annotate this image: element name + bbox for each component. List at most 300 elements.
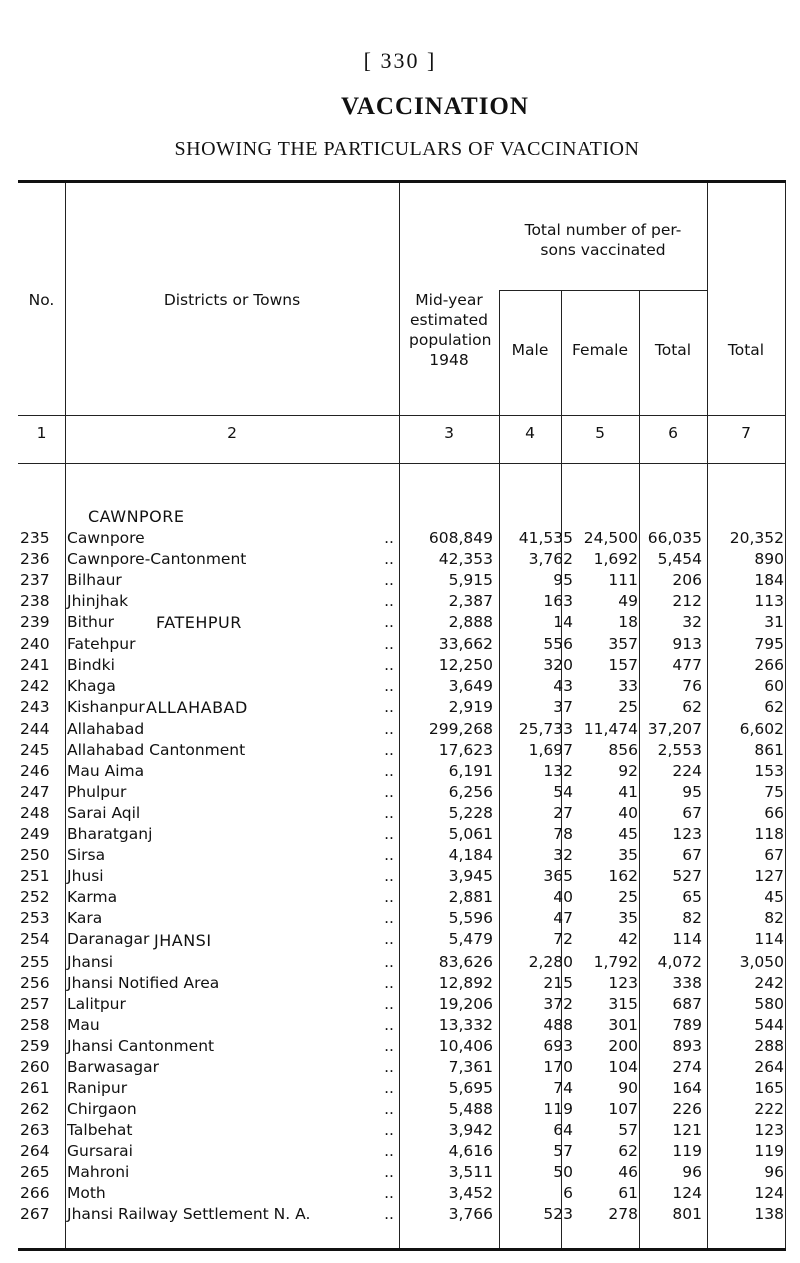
col-number: 1 [36,424,47,442]
cell-total: 65 [682,888,702,906]
cell-name: Cawnpore [67,529,145,547]
cell-name: Phulpur [67,783,127,801]
cell-female: 90 [618,1079,638,1097]
table-row [18,909,786,930]
header-rule [18,463,786,464]
cell-total2: 264 [754,1058,784,1076]
cell-no: 263 [20,1121,50,1139]
cell-name: Talbehat [67,1121,133,1139]
col-number: 5 [595,424,605,442]
cell-pop: 2,888 [448,613,493,631]
cell-total: 164 [672,1079,702,1097]
cell-female: 162 [608,867,638,885]
cell-male: 132 [543,762,573,780]
cell-dots: .. [384,1037,394,1055]
table-row [18,1100,786,1121]
cell-no: 261 [20,1079,50,1097]
cell-dots: .. [384,1142,394,1160]
cell-male: 693 [543,1037,573,1055]
table-row [18,1121,786,1142]
col-number: 2 [227,424,237,442]
cell-name: Jhansi Notified Area [67,974,220,992]
cell-name: Mau Aima [67,762,145,780]
cell-total: 67 [682,846,702,864]
cell-dots: .. [384,953,394,971]
cell-pop: 12,250 [438,656,493,674]
cell-pop: 3,649 [448,677,493,695]
table-row [18,804,786,825]
cell-male: 72 [553,930,573,948]
page-number: [ 330 ] [363,48,437,73]
table-row [18,888,786,909]
cell-pop: 5,228 [448,804,493,822]
cell-female: 357 [608,635,638,653]
cell-name: Kishanpur [67,698,145,716]
cell-total2: 114 [754,930,784,948]
cell-dots: .. [384,867,394,885]
cell-total2: 118 [754,825,784,843]
cell-male: 32 [553,846,573,864]
table-row [18,698,786,719]
table-row [18,1058,786,1079]
cell-no: 256 [20,974,50,992]
page-subtitle: SHOWING THE PARTICULARS OF VACCINATION [174,138,640,160]
header-total-7: Total [727,341,765,359]
cell-name: Sirsa [67,846,106,864]
table-row [18,825,786,846]
cell-female: 25 [618,888,638,906]
cell-dots: .. [384,762,394,780]
cell-total: 224 [672,762,702,780]
cell-female: 41 [618,783,638,801]
page-title: VACCINATION [341,93,529,120]
cell-pop: 6,191 [448,762,493,780]
cell-male: 50 [553,1163,573,1181]
cell-total: 124 [672,1184,702,1202]
cell-name: Bithur [67,613,115,631]
cell-male: 78 [553,825,573,843]
cell-pop: 42,353 [438,550,493,568]
cell-female: 278 [608,1205,638,1223]
cell-pop: 5,915 [448,571,493,589]
cell-total2: 890 [754,550,784,568]
cell-pop: 83,626 [438,953,493,971]
cell-total2: 3,050 [739,953,784,971]
cell-total2: 20,352 [729,529,784,547]
col-number: 6 [668,424,678,442]
cell-total2: 96 [764,1163,784,1181]
cell-total: 123 [672,825,702,843]
cell-dots: .. [384,804,394,822]
cell-pop: 2,919 [448,698,493,716]
cell-pop: 3,511 [448,1163,493,1181]
cell-no: 247 [20,783,50,801]
cell-total: 66,035 [647,529,702,547]
cell-total: 274 [672,1058,702,1076]
cell-pop: 13,332 [438,1016,493,1034]
cell-male: 27 [553,804,573,822]
cell-female: 11,474 [583,720,638,738]
cell-total2: 62 [764,698,784,716]
cell-dots: .. [384,741,394,759]
table-row [18,995,786,1016]
cell-female: 46 [618,1163,638,1181]
cell-pop: 3,942 [448,1121,493,1139]
cell-total2: 266 [754,656,784,674]
cell-total: 801 [672,1205,702,1223]
cell-no: 249 [20,825,50,843]
cell-total: 338 [672,974,702,992]
cell-total: 5,454 [657,550,702,568]
cell-name: Gursarai [67,1142,133,1160]
cell-dots: .. [384,1205,394,1223]
cell-male: 2,280 [528,953,573,971]
cell-name: Daranagar [67,930,150,948]
cell-no: 258 [20,1016,50,1034]
cell-dots: .. [384,995,394,1013]
cell-dots: .. [384,1100,394,1118]
header-female: Female [571,341,629,359]
cell-pop: 10,406 [438,1037,493,1055]
cell-no: 265 [20,1163,50,1181]
cell-total: 206 [672,571,702,589]
cell-female: 157 [608,656,638,674]
cell-total: 96 [682,1163,702,1181]
cell-pop: 5,488 [448,1100,493,1118]
cell-no: 240 [20,635,50,653]
cell-name: Jhansi [67,953,114,971]
col-number: 4 [525,424,535,442]
cell-male: 14 [553,613,573,631]
cell-female: 40 [618,804,638,822]
cell-pop: 2,881 [448,888,493,906]
cell-total: 32 [682,613,702,631]
col-number: 3 [444,424,454,442]
cell-total2: 6,602 [739,720,784,738]
cell-name: Kara [67,909,103,927]
cell-dots: .. [384,825,394,843]
table-row [18,677,786,698]
cell-female: 301 [608,1016,638,1034]
cell-no: 244 [20,720,50,738]
cell-female: 200 [608,1037,638,1055]
cell-dots: .. [384,677,394,695]
cell-dots: .. [384,635,394,653]
cell-male: 170 [543,1058,573,1076]
cell-total: 789 [672,1016,702,1034]
cell-name: Barwasagar [67,1058,159,1076]
cell-name: Jhusi [67,867,104,885]
cell-female: 123 [608,974,638,992]
cell-no: 246 [20,762,50,780]
cell-no: 267 [20,1205,50,1223]
cell-female: 57 [618,1121,638,1139]
table-row [18,1016,786,1037]
cell-male: 365 [543,867,573,885]
header-population: Mid-year estimated population 1948 [409,291,492,369]
cell-dots: .. [384,571,394,589]
cell-dots: .. [384,846,394,864]
table-row [18,783,786,804]
cell-no: 259 [20,1037,50,1055]
cell-name: Jhinjhak [67,592,129,610]
cell-total2: 124 [754,1184,784,1202]
cell-male: 523 [543,1205,573,1223]
table-row [18,741,786,762]
cell-female: 61 [618,1184,638,1202]
cell-male: 95 [553,571,573,589]
cell-no: 238 [20,592,50,610]
cell-total2: 66 [764,804,784,822]
cell-dots: .. [384,1184,394,1202]
cell-no: 245 [20,741,50,759]
cell-female: 25 [618,698,638,716]
table-row [18,592,786,613]
header-no: No. [28,291,55,309]
cell-female: 18 [618,613,638,631]
cell-no: 235 [20,529,50,547]
cell-total: 114 [672,930,702,948]
cell-male: 57 [553,1142,573,1160]
section-heading: CAWNPORE [88,507,185,526]
cell-pop: 6,256 [448,783,493,801]
cell-male: 119 [543,1100,573,1118]
cell-male: 6 [563,1184,573,1202]
cell-male: 163 [543,592,573,610]
cell-total2: 123 [754,1121,784,1139]
table-row [18,846,786,867]
cell-no: 255 [20,953,50,971]
cell-total2: 242 [754,974,784,992]
cell-male: 64 [553,1121,573,1139]
cell-female: 1,792 [593,953,638,971]
table-bottom-rule [18,1248,786,1251]
cell-pop: 12,892 [438,974,493,992]
cell-name: Cawnpore-Cantonment [67,550,247,568]
cell-total: 119 [672,1142,702,1160]
cell-female: 33 [618,677,638,695]
cell-female: 856 [608,741,638,759]
cell-name: Khaga [67,677,116,695]
table-row [18,953,786,974]
cell-no: 250 [20,846,50,864]
cell-name: Mau [67,1016,100,1034]
section-heading: JHANSI [154,931,212,950]
cell-total2: 222 [754,1100,784,1118]
cell-female: 1,692 [593,550,638,568]
cell-total: 95 [682,783,702,801]
cell-total2: 60 [764,677,784,695]
cell-total: 477 [672,656,702,674]
table-row [18,1037,786,1058]
cell-total2: 153 [754,762,784,780]
cell-dots: .. [384,550,394,568]
cell-total2: 138 [754,1205,784,1223]
cell-dots: .. [384,909,394,927]
cell-female: 315 [608,995,638,1013]
cell-no: 242 [20,677,50,695]
cell-female: 104 [608,1058,638,1076]
table-row [18,613,786,634]
cell-male: 320 [543,656,573,674]
cell-male: 41,535 [518,529,573,547]
cell-total: 62 [682,698,702,716]
cell-no: 253 [20,909,50,927]
cell-no: 237 [20,571,50,589]
table-row [18,571,786,592]
table-row [18,720,786,741]
cell-total: 37,207 [647,720,702,738]
cell-female: 49 [618,592,638,610]
cell-no: 254 [20,930,50,948]
cell-total: 121 [672,1121,702,1139]
cell-male: 40 [553,888,573,906]
vaccination-table [18,180,786,1252]
cell-female: 42 [618,930,638,948]
table-row [18,974,786,995]
cell-no: 257 [20,995,50,1013]
cell-dots: .. [384,888,394,906]
cell-no: 264 [20,1142,50,1160]
cell-pop: 17,623 [438,741,493,759]
cell-dots: .. [384,1121,394,1139]
table-row [18,656,786,677]
cell-male: 74 [553,1079,573,1097]
cell-total2: 184 [754,571,784,589]
cell-total: 212 [672,592,702,610]
cell-female: 107 [608,1100,638,1118]
table-row [18,550,786,571]
cell-name: Bharatganj [67,825,153,843]
cell-total: 67 [682,804,702,822]
col-number: 7 [741,424,751,442]
cell-no: 262 [20,1100,50,1118]
cell-dots: .. [384,698,394,716]
cell-female: 35 [618,909,638,927]
cell-pop: 3,945 [448,867,493,885]
cell-male: 54 [553,783,573,801]
table-row [18,930,786,951]
cell-total: 2,553 [657,741,702,759]
cell-male: 43 [553,677,573,695]
cell-dots: .. [384,1058,394,1076]
cell-total2: 165 [754,1079,784,1097]
cell-no: 251 [20,867,50,885]
cell-total2: 82 [764,909,784,927]
table-row [18,1184,786,1205]
cell-pop: 5,596 [448,909,493,927]
cell-female: 92 [618,762,638,780]
cell-female: 35 [618,846,638,864]
cell-total2: 580 [754,995,784,1013]
cell-name: Moth [67,1184,106,1202]
cell-total: 913 [672,635,702,653]
cell-name: Bilhaur [67,571,122,589]
cell-male: 47 [553,909,573,927]
cell-pop: 3,766 [448,1205,493,1223]
cell-dots: .. [384,592,394,610]
cell-dots: .. [384,529,394,547]
cell-no: 236 [20,550,50,568]
cell-pop: 299,268 [428,720,493,738]
cell-total2: 113 [754,592,784,610]
cell-total: 4,072 [657,953,702,971]
cell-male: 1,697 [528,741,573,759]
cell-no: 241 [20,656,50,674]
cell-total: 687 [672,995,702,1013]
table-row [18,1163,786,1184]
cell-name: Allahabad [67,720,145,738]
table-row [18,635,786,656]
cell-dots: .. [384,783,394,801]
cell-dots: .. [384,1079,394,1097]
cell-name: Ranipur [67,1079,128,1097]
cell-total2: 31 [764,613,784,631]
table-row [18,529,786,550]
cell-male: 488 [543,1016,573,1034]
cell-male: 3,762 [528,550,573,568]
cell-pop: 3,452 [448,1184,493,1202]
cell-pop: 2,387 [448,592,493,610]
cell-total2: 795 [754,635,784,653]
cell-no: 243 [20,698,50,716]
cell-total: 527 [672,867,702,885]
cell-total2: 544 [754,1016,784,1034]
header-total: Total [654,341,692,359]
cell-pop: 33,662 [438,635,493,653]
cell-male: 37 [553,698,573,716]
cell-no: 260 [20,1058,50,1076]
cell-dots: .. [384,974,394,992]
section-heading: ALLAHABAD [146,698,248,717]
table-row [18,762,786,783]
cell-total: 893 [672,1037,702,1055]
cell-total2: 288 [754,1037,784,1055]
header-districts: Districts or Towns [163,291,301,309]
cell-name: Bindki [67,656,115,674]
cell-female: 62 [618,1142,638,1160]
cell-female: 111 [608,571,638,589]
cell-name: Jhansi Railway Settlement N. A. [67,1205,311,1223]
cell-no: 252 [20,888,50,906]
cell-pop: 4,184 [448,846,493,864]
cell-name: Lalitpur [67,995,126,1013]
cell-name: Sarai Aqil [67,804,141,822]
cell-female: 24,500 [583,529,638,547]
table-row [18,1142,786,1163]
cell-pop: 5,695 [448,1079,493,1097]
section-heading: FATEHPUR [156,613,242,632]
cell-total2: 75 [764,783,784,801]
cell-female: 45 [618,825,638,843]
cell-dots: .. [384,930,394,948]
cell-total: 76 [682,677,702,695]
cell-no: 239 [20,613,50,631]
header-rule [18,415,786,416]
cell-dots: .. [384,613,394,631]
table-row [18,1079,786,1100]
header-male: Male [511,341,549,359]
table-top-rule [18,180,786,183]
cell-name: Chirgaon [67,1100,137,1118]
cell-male: 215 [543,974,573,992]
cell-pop: 4,616 [448,1142,493,1160]
cell-pop: 7,361 [448,1058,493,1076]
cell-total2: 45 [764,888,784,906]
cell-total2: 127 [754,867,784,885]
cell-no: 248 [20,804,50,822]
cell-male: 556 [543,635,573,653]
